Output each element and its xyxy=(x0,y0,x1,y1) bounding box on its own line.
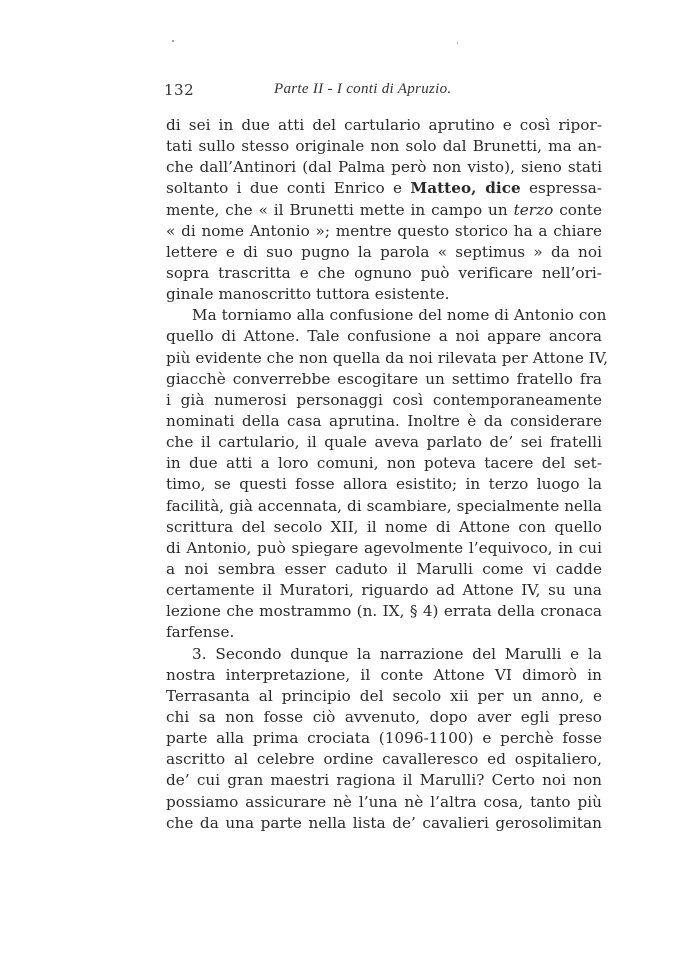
scan-speck xyxy=(172,40,174,42)
text-segment: ascritto al celebre ordine cavalleresco ed ospitaliero, xyxy=(166,750,602,769)
text-segment: nostra interpretazione, il conte Attone VI dimorò in xyxy=(166,665,602,684)
text-segment: a noi sembra esser caduto il Marulli come vi cadde xyxy=(166,559,602,578)
text-line xyxy=(166,770,602,791)
page-number: 132 xyxy=(164,81,195,99)
text-segment: più evidente che non quella da noi rilevata per Attone IV, xyxy=(166,348,609,367)
text-line xyxy=(166,517,602,538)
scan-speck xyxy=(457,42,458,44)
text-segment: mente, che « il Brunetti mette in campo un xyxy=(166,200,514,219)
text-segment: quello di Attone. Tale confusione a noi appare ancora xyxy=(166,327,602,346)
text-segment: lettere e di suo pugno la parola « septimus » da noi xyxy=(166,242,602,261)
text-line xyxy=(166,644,602,665)
text-line xyxy=(166,115,602,136)
running-title: Parte II - I conti di Apruzio. xyxy=(274,81,452,97)
text-line xyxy=(166,707,602,728)
text-segment: nominati della casa aprutina. Inoltre è da considerare xyxy=(166,411,602,430)
text-line xyxy=(166,200,602,221)
text-segment: chi sa non fosse ciò avvenuto, dopo aver egli preso xyxy=(166,707,602,726)
body-text xyxy=(166,115,609,834)
text-segment: lezione che mostrammo (n. IX, § 4) errata della cronaca xyxy=(166,602,602,621)
text-segment: Ma torniamo alla confusione del nome di Antonio con xyxy=(192,306,607,325)
text-line xyxy=(166,580,602,601)
text-line xyxy=(166,749,602,770)
text-segment: che dall’Antinori (dal Palma però non visto), sieno stati xyxy=(166,158,602,177)
text-line xyxy=(166,432,602,453)
text-segment: 3. Secondo dunque la narrazione del Marulli e la xyxy=(192,644,602,663)
text-line xyxy=(166,326,602,347)
text-segment: espressa- xyxy=(520,179,602,198)
text-segment: farfense. xyxy=(166,623,235,642)
text-segment: in due atti a loro comuni, non poteva tacere del set- xyxy=(166,454,602,473)
text-line xyxy=(166,474,602,495)
text-segment: conte xyxy=(553,200,602,219)
text-line xyxy=(166,496,602,517)
text-line xyxy=(166,538,602,559)
text-segment: parte alla prima crociata (1096-1100) e perchè fosse xyxy=(166,729,602,748)
text-line xyxy=(166,390,602,411)
text-line xyxy=(166,348,609,369)
text-segment: che il cartulario, il quale aveva parlato de’ sei fratelli xyxy=(166,433,602,452)
text-line xyxy=(166,178,602,199)
text-segment: tati sullo stesso originale non solo dal Brunetti, ma an- xyxy=(166,137,602,156)
text-line xyxy=(166,305,607,326)
text-line xyxy=(166,622,602,643)
text-line xyxy=(166,813,602,834)
text-line xyxy=(166,559,602,580)
text-segment: certamente il Muratori, riguardo ad Attone IV, su una xyxy=(166,581,602,600)
bold-text: Matteo, dice xyxy=(410,179,521,198)
text-line xyxy=(166,453,602,474)
page-header xyxy=(164,81,604,103)
text-line xyxy=(166,369,602,390)
text-line xyxy=(166,665,602,686)
text-line xyxy=(166,221,602,242)
text-segment: i già numerosi personaggi così contemporaneamente xyxy=(166,390,602,409)
text-segment: « di nome Antonio »; mentre questo storico ha a chiare xyxy=(166,221,602,240)
italic-text: terzo xyxy=(513,200,554,219)
text-line xyxy=(166,263,602,284)
text-segment: di sei in due atti del cartulario aprutino e così ripor- xyxy=(166,116,602,134)
text-line xyxy=(166,601,602,622)
text-line xyxy=(166,728,602,749)
text-line xyxy=(166,242,602,263)
text-line xyxy=(166,157,602,178)
text-segment: possiamo assicurare nè l’una nè l’altra cosa, tanto più xyxy=(166,792,602,811)
text-segment: timo, se questi fosse allora esistito; in terzo luogo la xyxy=(166,475,602,494)
text-line xyxy=(166,136,602,157)
text-segment: soltanto i due conti Enrico e xyxy=(166,179,411,198)
text-segment: de’ cui gran maestri ragiona il Marulli? Certo noi non xyxy=(166,771,602,790)
text-line xyxy=(166,411,602,432)
text-line xyxy=(166,686,602,707)
text-line xyxy=(166,284,602,305)
text-segment: che da una parte nella lista de’ cavalieri gerosolimitan xyxy=(166,813,602,832)
text-segment: giacchè converrebbe escogitare un settimo fratello fra xyxy=(166,369,602,388)
text-line xyxy=(166,792,602,813)
text-segment: Terrasanta al principio del secolo xii per un anno, e xyxy=(166,686,602,705)
text-segment: ginale manoscritto tuttora esistente. xyxy=(166,285,450,304)
text-segment: sopra trascritta e che ognuno può verificare nell’ori- xyxy=(166,263,602,282)
text-segment: di Antonio, può spiegare agevolmente l’equivoco, in cui xyxy=(166,538,602,557)
text-segment: scrittura del secolo XII, il nome di Attone con quello xyxy=(166,517,602,536)
text-segment: facilità, già accennata, di scambiare, specialmente nella xyxy=(166,496,602,515)
